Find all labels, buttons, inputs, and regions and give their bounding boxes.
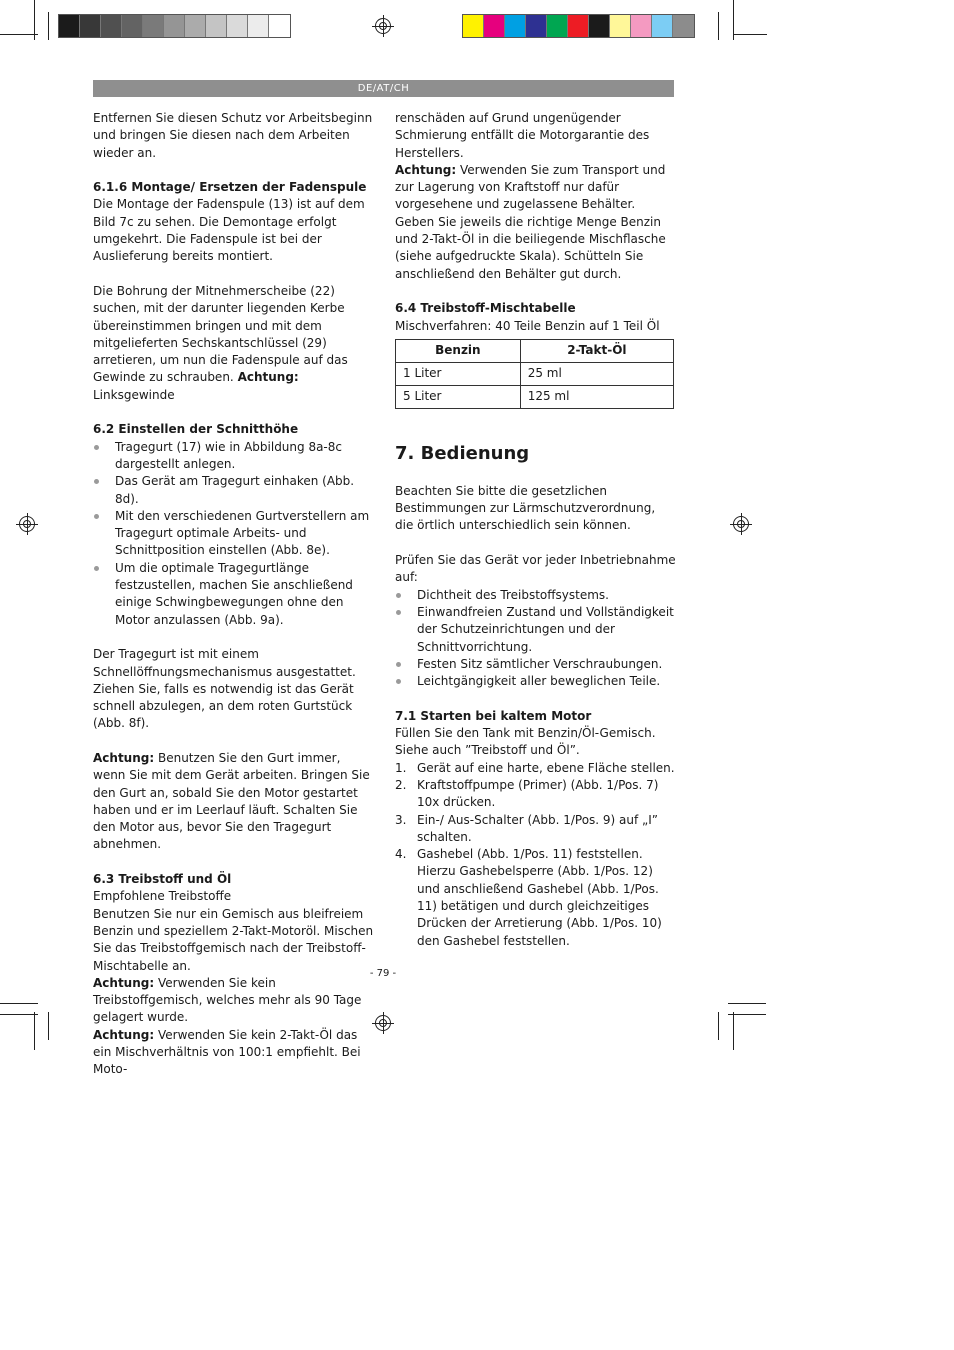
crop-mark [34, 0, 35, 40]
section-63-paragraph: Benutzen Sie nur ein Gemisch aus bleifreiem Benzin und speziellem 2-Takt-Motoröl. Mischen Sie das Treibstoffgemisch nach der Treibstoff-Mischtabelle an. [93, 906, 374, 973]
color-swatch [185, 15, 206, 37]
color-bar [462, 14, 695, 38]
color-swatch [59, 15, 80, 37]
mix-table [395, 339, 674, 409]
right-column [395, 110, 677, 950]
registration-mark-icon [19, 516, 35, 532]
crop-mark [733, 1012, 734, 1050]
left-column [93, 110, 375, 1079]
table-row [396, 362, 674, 385]
page-number: - 79 - [369, 968, 397, 979]
color-swatch [610, 15, 631, 37]
list-item: 4. Gashebel (Abb. 1/Pos. 11) feststellen. Hierzu Gashebelsperre (Abb. 1/Pos. 12) und anschließend Gashebel (Abb. 1/Pos. 11) betätigen und durch gleichzeitiges Drücken der Arretierung (Abb. 1/Pos. 10) den Gashebel feststellen. [395, 847, 662, 948]
grayscale-bar [58, 14, 291, 38]
color-swatch [589, 15, 610, 37]
section-63-warning-1: Achtung: Verwenden Sie kein Treibstoffgemisch, welches mehr als 90 Tage gelagert wurde. [93, 975, 362, 1025]
color-swatch [652, 15, 673, 37]
list-item: Tragegurt (17) wie in Abbildung 8a-8c dargestellt anlegen. [93, 439, 375, 474]
list-item: Festen Sitz sämtlicher Verschraubungen. [395, 656, 677, 673]
crop-mark [48, 1012, 49, 1040]
registration-mark-icon [375, 18, 391, 34]
table-cell: 25 ml [520, 362, 673, 385]
list-item: Das Gerät am Tragegurt einhaken (Abb. 8d). [93, 473, 375, 508]
section-62-warning: Achtung: Benutzen Sie den Gurt immer, wenn Sie mit dem Gerät arbeiten. Bringen Sie den Gurt an, sobald Sie den Motor gestartet haben und er im Leerlauf läuft. Schalten Sie den Motor aus, bevor Sie den Tragegurt abnehmen. [93, 750, 370, 852]
list-item: Leichtgängigkeit aller beweglichen Teile. [395, 673, 677, 690]
color-swatch [122, 15, 143, 37]
color-swatch [484, 15, 505, 37]
section-64-subtitle: Mischverfahren: 40 Teile Benzin auf 1 Teil Öl [395, 318, 660, 333]
region-header: DE/AT/CH [93, 80, 674, 97]
section-7-paragraph-1: Beachten Sie bitte die gesetzlichen Bestimmungen zur Lärmschutzverordnung, die örtlich unterschiedlich sein können. [395, 483, 656, 533]
section-63-warning-2: Achtung: Verwenden Sie kein 2-Takt-Öl das ein Mischverhältnis von 100:1 empfiehlt. Bei Moto- [93, 1027, 361, 1077]
crop-mark [733, 0, 734, 40]
color-swatch [547, 15, 568, 37]
section-616-paragraph-2: Die Bohrung der Mitnehmerscheibe (22) suchen, mit der darunter liegenden Kerbe übereinstimmen bringen und mit dem mitgelieferten Sechskantschlüssel (29) arretieren, um nun die Fadenspule auf das Gewinde zu schrauben. Achtung: Linksgewinde [93, 283, 348, 402]
color-swatch [526, 15, 547, 37]
color-swatch [206, 15, 227, 37]
crop-mark [0, 1003, 38, 1004]
section-62-title: 6.2 Einstellen der Schnitthöhe [93, 422, 299, 437]
crop-mark [0, 1014, 38, 1015]
section-63-subtitle: Empfohlene Treibstoffe [93, 889, 232, 904]
section-64-title: 6.4 Treibstoff-Mischtabelle [395, 301, 576, 316]
list-item: Dichtheit des Treibstoffsystems. [395, 587, 677, 604]
list-item: 3. Ein-/ Aus-Schalter (Abb. 1/Pos. 9) auf „I” schalten. [395, 812, 659, 844]
intro-paragraph: Entfernen Sie diesen Schutz vor Arbeitsbeginn und bringen Sie diesen nach dem Arbeiten wieder an. [93, 111, 373, 160]
table-cell: 125 ml [520, 385, 673, 408]
section-71-paragraph: Füllen Sie den Tank mit Benzin/Öl-Gemisch. Siehe auch ”Treibstoff und Öl”. [395, 726, 656, 758]
section-7-title: 7. Bedienung [395, 442, 530, 464]
color-swatch [568, 15, 589, 37]
list-item: 2. Kraftstoffpumpe (Primer) (Abb. 1/Pos. 7) 10x drücken. [395, 777, 659, 810]
table-header-row [396, 339, 674, 362]
color-swatch [143, 15, 164, 37]
color-swatch [463, 15, 484, 37]
table-header: 2-Takt-Öl [520, 339, 673, 362]
table-header: Benzin [396, 339, 521, 362]
section-7-paragraph-2: Prüfen Sie das Gerät vor jeder Inbetriebnahme auf: [395, 553, 676, 585]
crop-mark [48, 12, 49, 40]
registration-mark-icon [375, 1015, 391, 1031]
crop-mark [733, 34, 767, 35]
section-71-title: 7.1 Starten bei kaltem Motor [395, 708, 592, 723]
color-swatch [505, 15, 526, 37]
color-swatch [631, 15, 652, 37]
color-swatch [164, 15, 185, 37]
list-item: Mit den verschiedenen Gurtverstellern am Tragegurt optimale Arbeits- und Schnittposition einstellen (Abb. 8e). [93, 508, 375, 560]
section-62-paragraph: Der Tragegurt ist mit einem Schnellöffnungsmechanismus ausgestattet. Ziehen Sie, falls es notwendig ist das Gerät schnell abzulegen, an dem roten Gurtstück (Abb. 8f). [93, 647, 356, 731]
color-swatch [101, 15, 122, 37]
list-item: Um die optimale Tragegurtlänge festzustellen, machen Sie anschließend einige Schwingbewegungen ohne den Motor anzulassen (Abb. 9a). [93, 560, 375, 629]
crop-mark [0, 34, 38, 35]
color-swatch [80, 15, 101, 37]
color-swatch [673, 15, 694, 37]
registration-mark-icon [733, 516, 749, 532]
table-cell: 1 Liter [396, 362, 521, 385]
section-7-bullets [395, 587, 677, 691]
color-swatch [227, 15, 248, 37]
section-62-bullets [93, 439, 375, 629]
mix-paragraph: Geben Sie jeweils die richtige Menge Benzin und 2-Takt-Öl in die beiliegende Mischflasche (siehe aufgedruckte Skala). Schütteln Sie anschließend den Behälter gut durch. [395, 214, 666, 281]
section-616-paragraph-1: Die Montage der Fadenspule (13) ist auf dem Bild 7c zu sehen. Die Demontage erfolgt umgekehrt. Die Fadenspule ist bei der Auslieferung bereits montiert. [93, 197, 365, 264]
crop-mark [718, 1012, 719, 1040]
section-616-title: 6.1.6 Montage/ Ersetzen der Fadenspule [93, 180, 367, 195]
table-row [396, 385, 674, 408]
continued-paragraph: renschäden auf Grund ungenügender Schmierung entfällt die Motorgarantie des Herstellers. [395, 111, 650, 160]
list-item: 1. Gerät auf eine harte, ebene Fläche stellen. [395, 760, 675, 775]
transport-warning: Achtung: Verwenden Sie zum Transport und zur Lagerung von Kraftstoff nur dafür vorgesehene und zugelassene Behälter. [395, 162, 666, 212]
color-swatch [269, 15, 290, 37]
crop-mark [718, 12, 719, 40]
crop-mark [34, 1012, 35, 1050]
section-63-title: 6.3 Treibstoff und Öl [93, 872, 232, 887]
table-cell: 5 Liter [396, 385, 521, 408]
crop-mark [728, 1003, 766, 1004]
list-item: Einwandfreien Zustand und Vollständigkeit der Schutzeinrichtungen und der Schnittvorrichtung. [395, 604, 677, 656]
section-71-steps [395, 760, 677, 950]
color-swatch [248, 15, 269, 37]
